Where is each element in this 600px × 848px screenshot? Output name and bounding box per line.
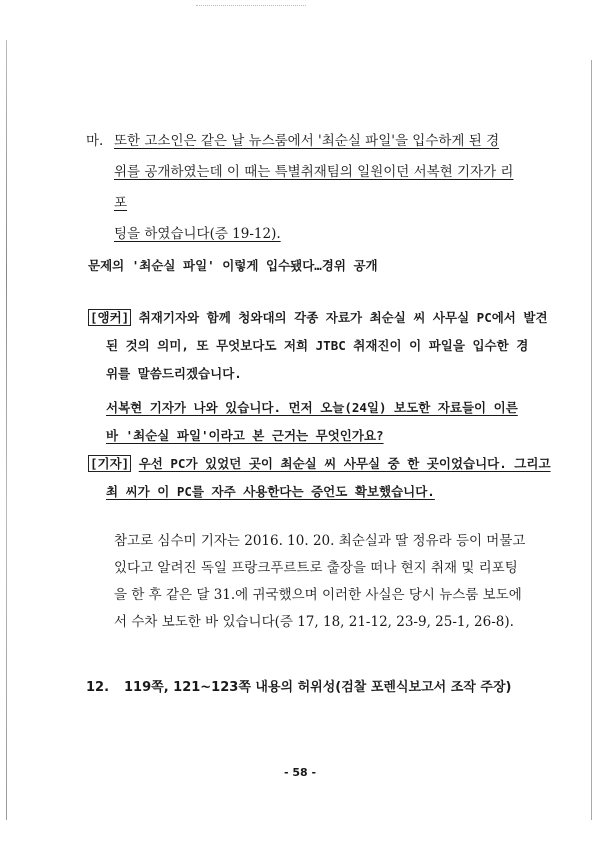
page-number: - 58 - — [283, 766, 317, 779]
paragraph-ma — [86, 126, 514, 250]
reporter-tag: [기자] — [90, 456, 130, 471]
section-number: 12. — [86, 680, 110, 695]
section-heading — [86, 676, 556, 695]
note-line: 서 수차 보도한 바 있습니다(증 17, 18, 21-12, 23-9, 25-1, 26-8). — [114, 614, 514, 630]
question-text: 서복현 기자가 나와 있습니다. 먼저 오늘(24일) 보도한 자료들이 이른 — [106, 400, 518, 415]
section-title: 119쪽, 121~123쪽 내용의 허위성(검찰 포렌식보고서 조작 주장) — [124, 680, 512, 695]
question-text: 바 '최순실 파일'이라고 본 근거는 무엇인가요? — [106, 428, 384, 443]
note-paragraph — [114, 528, 534, 636]
paragraph-line: 또한 고소인은 같은 날 뉴스룸에서 '최순실 파일'을 입수하게 된 경 — [114, 133, 500, 149]
paragraph-line: 위를 공개하였는데 이 때는 특별취재팀의 일원이던 서복현 기자가 리포 — [114, 164, 514, 211]
note-line: 있다고 알려진 독일 프랑크푸르트로 출장을 떠나 현지 취재 및 리포팅 — [114, 560, 518, 576]
transcript-heading: 문제의 '최순실 파일' 이렇게 입수됐다…경위 공개 — [88, 258, 378, 273]
scan-edge-left — [6, 40, 7, 820]
anchor-line — [88, 304, 548, 332]
paragraph-line: 팅을 하였습니다(증 19-12). — [114, 226, 281, 242]
anchor-text: 된 것의 의미, 또 무엇보다도 저희 JTBC 취재진이 이 파일을 입수한 경 — [106, 338, 529, 353]
anchor-tag: [앵커] — [90, 310, 130, 325]
anchor-text: 위를 말씀드리겠습니다. — [106, 366, 242, 381]
transcript-block — [88, 304, 551, 506]
paragraph-marker: 마. — [86, 133, 104, 149]
scan-top-mark — [196, 5, 306, 7]
note-line: 을 한 후 같은 달 31.에 귀국했으며 이러한 사실은 당시 뉴스룸 보도에 — [114, 587, 522, 603]
scan-edge-right — [591, 60, 592, 820]
reporter-line — [88, 450, 551, 478]
reporter-text: 최 씨가 이 PC를 자주 사용한다는 증언도 확보했습니다. — [106, 484, 435, 499]
anchor-text: 취재기자와 함께 청와대의 각종 자료가 최순실 씨 사무실 PC에서 발견 — [138, 310, 548, 325]
note-line: 참고로 심수미 기자는 2016. 10. 20. 최순실과 딸 정유라 등이 머물고 — [114, 533, 526, 549]
reporter-text: 우선 PC가 있었던 곳이 최순실 씨 사무실 중 한 곳이었습니다. 그리고 — [138, 456, 551, 471]
